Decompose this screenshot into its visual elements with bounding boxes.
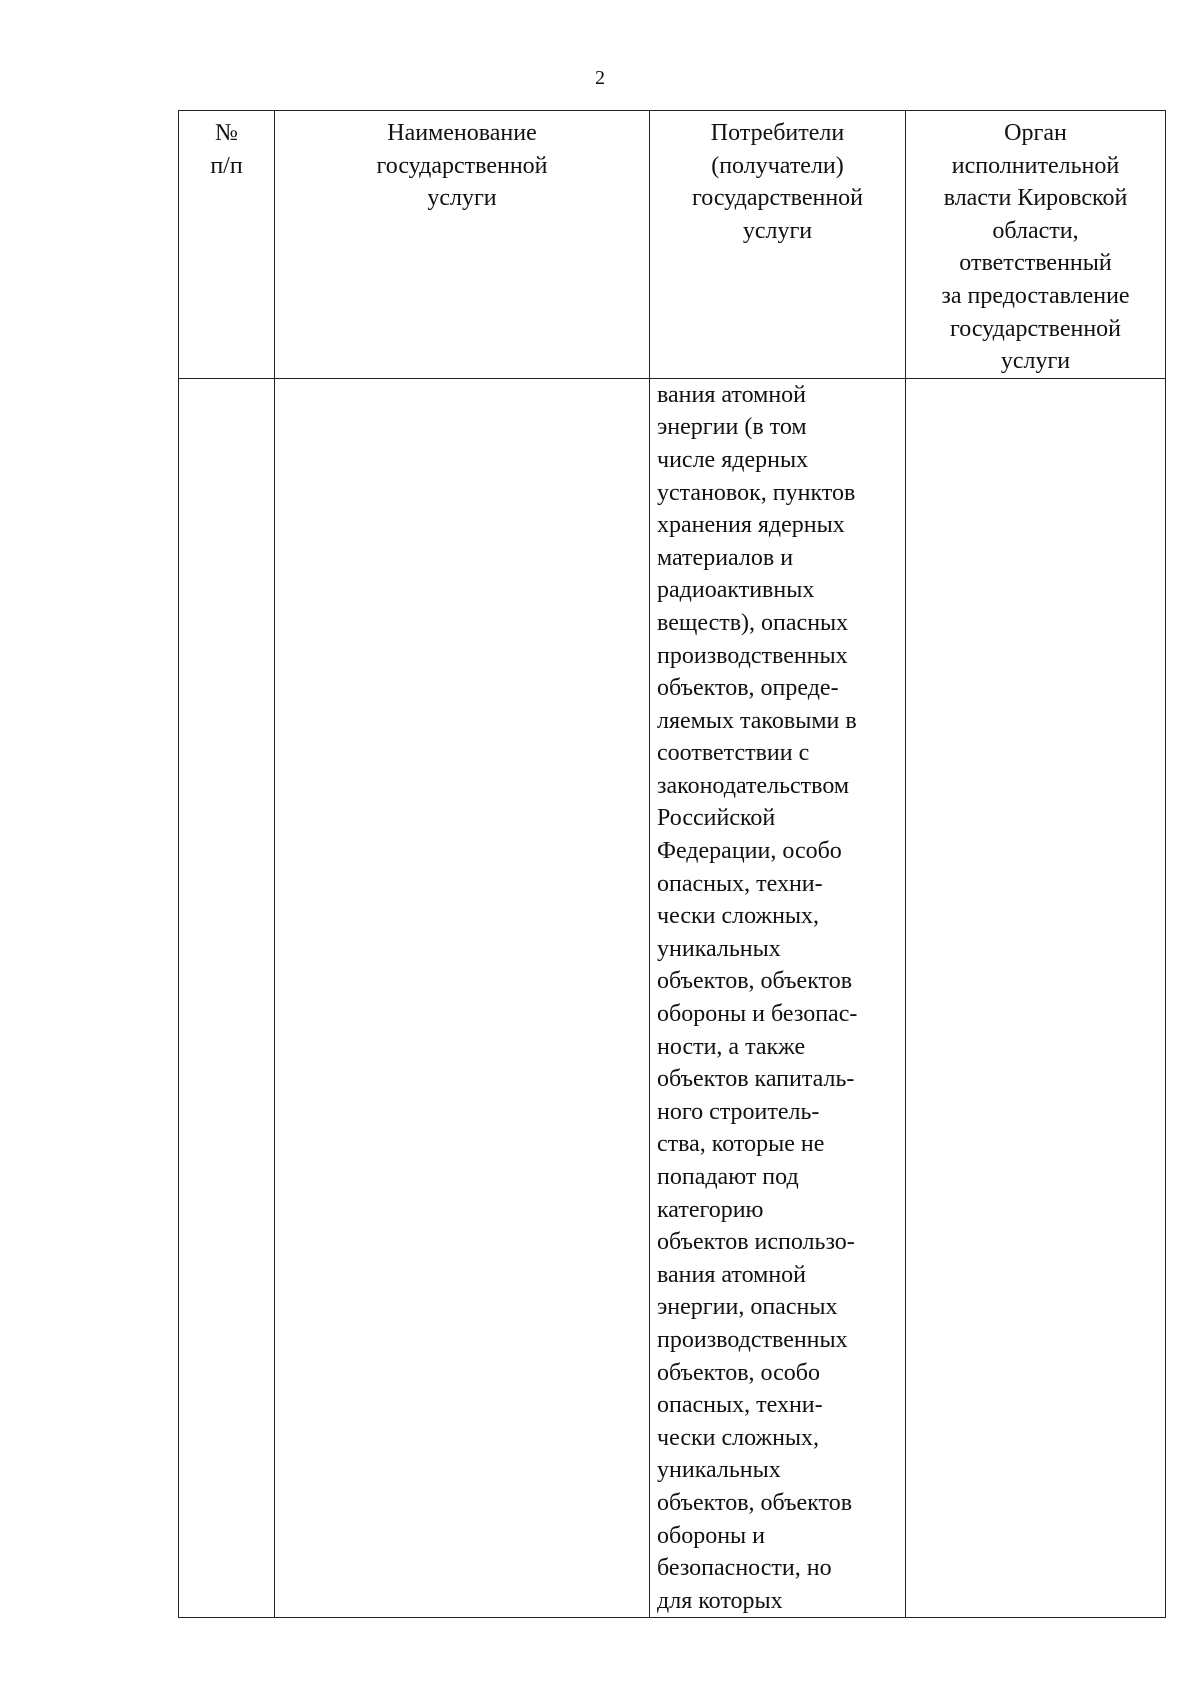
text-line: ности, а также [657, 1033, 806, 1060]
cell-service-name [275, 378, 650, 1618]
text-line: опасных, техни- [657, 870, 823, 897]
header-consumers [650, 111, 906, 379]
text-line: производственных [657, 642, 848, 669]
text-line: уникальных [657, 1457, 781, 1484]
header-service-name [275, 111, 650, 379]
services-table [178, 110, 1166, 1618]
text-line: обороны и [657, 1522, 766, 1549]
text-line: объектов, объектов [657, 1489, 853, 1516]
text-line: ного строитель- [657, 1098, 820, 1125]
text-line: чески сложных, [657, 903, 820, 930]
text-line: Наименование [387, 120, 537, 146]
text-line: ства, которые не [657, 1131, 825, 1158]
text-line: ответственный [959, 250, 1112, 277]
text-line: услуги [427, 185, 497, 212]
text-line: материалов и [657, 544, 794, 571]
text-line: государственной [949, 315, 1122, 342]
text-line: за предоставление [941, 282, 1130, 309]
text-line: числе ядерных [657, 446, 809, 473]
text-line: опасных, техни- [657, 1392, 823, 1419]
text-line: уникальных [657, 935, 781, 962]
text-line: чески сложных, [657, 1424, 820, 1451]
text-line: области, [992, 217, 1079, 244]
header-lines [650, 117, 905, 247]
text-line: власти Кировской [943, 185, 1128, 212]
text-line: энергии (в том [657, 414, 807, 441]
header-lines [275, 117, 649, 215]
text-line: № [215, 120, 238, 146]
text-line: государственной [691, 185, 864, 212]
text-line: объектов, объектов [657, 968, 853, 995]
text-line: категорию [657, 1196, 764, 1223]
text-line: (получатели) [711, 152, 844, 179]
text-line: объектов, опреде- [657, 675, 839, 702]
text-line: безопасности, но [657, 1555, 832, 1582]
text-line: веществ), опасных [657, 609, 849, 636]
text-line: хранения ядерных [657, 512, 845, 539]
table-header-row [179, 111, 1166, 379]
text-line: для которых [657, 1587, 783, 1614]
text-line: государственной [376, 152, 548, 179]
text-line: Орган [1004, 120, 1067, 146]
header-number [179, 111, 275, 379]
text-line: объектов, особо [657, 1359, 820, 1386]
text-line: Потребители [710, 120, 845, 146]
text-line: объектов капиталь- [657, 1066, 855, 1093]
text-line: Федерации, особо [657, 838, 842, 865]
text-line: исполнительной [951, 152, 1120, 179]
text-line: радиоактивных [657, 577, 815, 604]
cell-number [179, 378, 275, 1618]
cell-consumers [650, 378, 906, 1618]
consumers-text [657, 379, 901, 1618]
text-line: попадают под [657, 1164, 799, 1190]
page-number: 2 [595, 67, 605, 89]
text-line: услуги [742, 217, 813, 244]
cell-authority [906, 378, 1166, 1618]
header-authority [906, 111, 1166, 379]
text-line: Российской [657, 805, 776, 832]
text-line: вания атомной [657, 1261, 807, 1288]
text-line: услуги [1000, 348, 1071, 375]
header-lines [906, 117, 1165, 378]
text-line: энергии, опасных [657, 1294, 838, 1321]
text-line: вания атомной [657, 381, 807, 408]
text-line: производственных [657, 1326, 848, 1353]
text-line: п/п [210, 152, 243, 179]
text-line: законодательством [657, 772, 850, 799]
text-line: ляемых таковыми в [657, 707, 857, 734]
text-line: соответствии с [657, 740, 810, 767]
text-line: обороны и безопас- [657, 1001, 858, 1028]
header-lines [179, 117, 274, 182]
table-row [179, 378, 1166, 1618]
text-line: объектов использо- [657, 1229, 855, 1256]
text-line: установок, пунктов [657, 479, 856, 506]
